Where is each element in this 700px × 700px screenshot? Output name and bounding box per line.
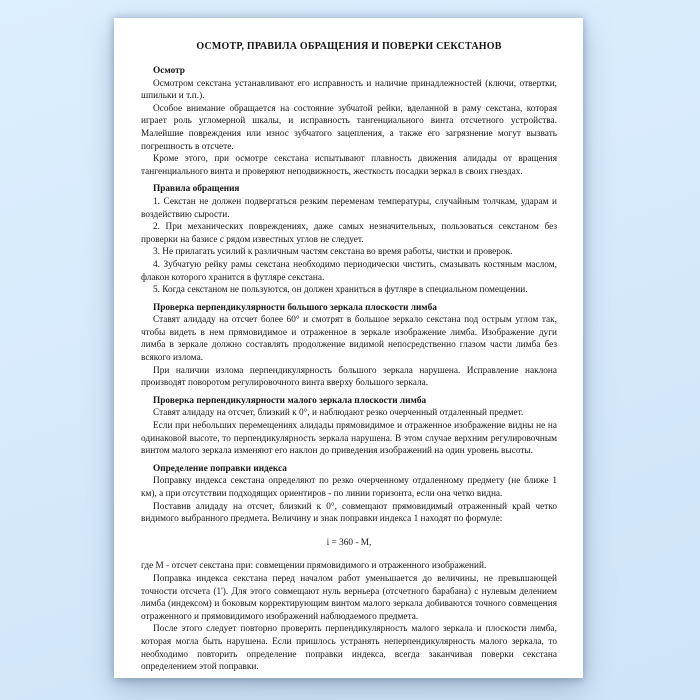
section <box>141 65 557 178</box>
paragraph: После этого следует повторно проверить перпендикулярность малого зеркала и плоскости лимба, которая могла быть нарушена. Если пришлось устранять неперпендикулярность малого зеркала, то необходимо повторить определение поправки индекса, всегда заканчивая поверки секстана определением этой поправки. <box>141 624 557 673</box>
formula: i = 360 - М, <box>326 537 372 548</box>
paragraph: 1. Секстан не должен подвергаться резким переменам температуры, случайным толчкам, ударам и воздействию сырости. <box>141 196 557 220</box>
paragraph: Ставят алидаду на отсчет более 60° и смотрят в большое зеркало секстана под острым углом так, чтобы видеть в нем прямовидимое и отраженное в зеркале изображение лимба. Изображение дуги лимба в зеркале должно составлять продолжение видимой непосредственно глазом части лимба без всякого излома. <box>141 315 557 364</box>
paragraph: Поправку индекса секстана определяют по резко очерченному отдаленному предмету (не ближе 1 км), а при отсутствии подходящих ориентиров - по линии горизонта, если она четко видна. <box>141 476 557 499</box>
section-heading: Проверка перпендикулярности большого зеркала плоскости лимба <box>153 302 437 313</box>
paragraph: 3. Не прилагать усилий к различным частям секстана во время работы, чистки и проверок. <box>153 247 513 258</box>
section-heading: Определение поправки индекса <box>153 463 287 474</box>
document-body <box>141 65 557 674</box>
paragraph: При наличии излома перпендикулярность большого зеркала нарушена. Исправление наклона производят поворотом регулировочного винта вверху большого зеркала. <box>141 365 557 389</box>
paragraph: Поправка индекса секстана перед началом работ уменьшается до величины, не превышающей точности отсчета (1'). Для этого совмещают нуль верньера (отсчетного барабана) с нулевым делением лимба (индексом) и боковым корректирующим винтом малого зеркала добиваются точного совмещения отраженного и прямовидимого изображений наблюдаемого предмета. <box>141 573 557 622</box>
section <box>141 463 557 674</box>
paragraph: Кроме этого, при осмотре секстана испытывают плавность движения алидады от вращения тангенциального винта и проверяют неподвижность, жесткость посадки зеркал в своих гнездах. <box>141 154 557 177</box>
document-page <box>114 18 583 678</box>
section <box>141 302 557 390</box>
paragraph: Осмотром секстана устанавливают его исправность и наличие принадлежностей (ключи, отвертки, шпильки и т.п.). <box>141 78 557 102</box>
page-title: ОСМОТР, ПРАВИЛА ОБРАЩЕНИЯ И ПОВЕРКИ СЕКСТАНОВ <box>196 41 502 52</box>
paragraph: где М - отсчет секстана при: совмещении прямовидимого и отраженного изображений. <box>141 561 487 572</box>
section-heading: Осмотр <box>153 66 185 76</box>
paragraph: 4. Зубчатую рейку рамы секстана необходимо периодически чистить, смазывать костяным маслом, флакон которого хранится в футляре секстана. <box>141 259 557 283</box>
document-content <box>114 18 583 674</box>
section <box>141 395 557 458</box>
section-heading: Проверка перпендикулярности малого зеркала плоскости лимба <box>153 395 427 406</box>
paragraph: Особое внимание обращается на состояние зубчатой рейки, вделанной в раму секстана, которая играет роль угломерной шкалы, и исправность тангенциального винта отсчетного устройства. Малейшие повреждения или износ зубчатого зацепления, а также его загрязнение могут вызвать погрешность в отсчете. <box>141 103 557 152</box>
paragraph: 2. При механических повреждениях, даже самых незначительных, пользоваться секстаном без проверки на базисе с рядом известных углов не следует. <box>141 222 557 245</box>
paragraph: Поставив алидаду на отсчет, близкий к 0°, совмещают прямовидимый отраженный край четко видимого выбранного предмета. Величину и знак поправки индекса 1 находят по формуле: <box>141 501 557 525</box>
paragraph: Ставят алидаду на отсчет, близкий к 0°, и наблюдают резко очерченный отдаленный предмет. <box>153 408 524 419</box>
section <box>141 183 557 296</box>
paragraph: 5. Когда секстаном не пользуются, он должен храниться в футляре в специальном помещении. <box>153 285 528 296</box>
section-heading: Правила обращения <box>153 184 240 195</box>
paragraph: Если при небольших перемещениях алидады прямовидимое и отраженное изображение видны не на одинаковой высоте, то перпендикулярность зеркала нарушена. В этом случае верхним регулировочным винтом малого зеркала изменяют его наклон до приведения изображений на один уровень высоты. <box>141 421 557 457</box>
